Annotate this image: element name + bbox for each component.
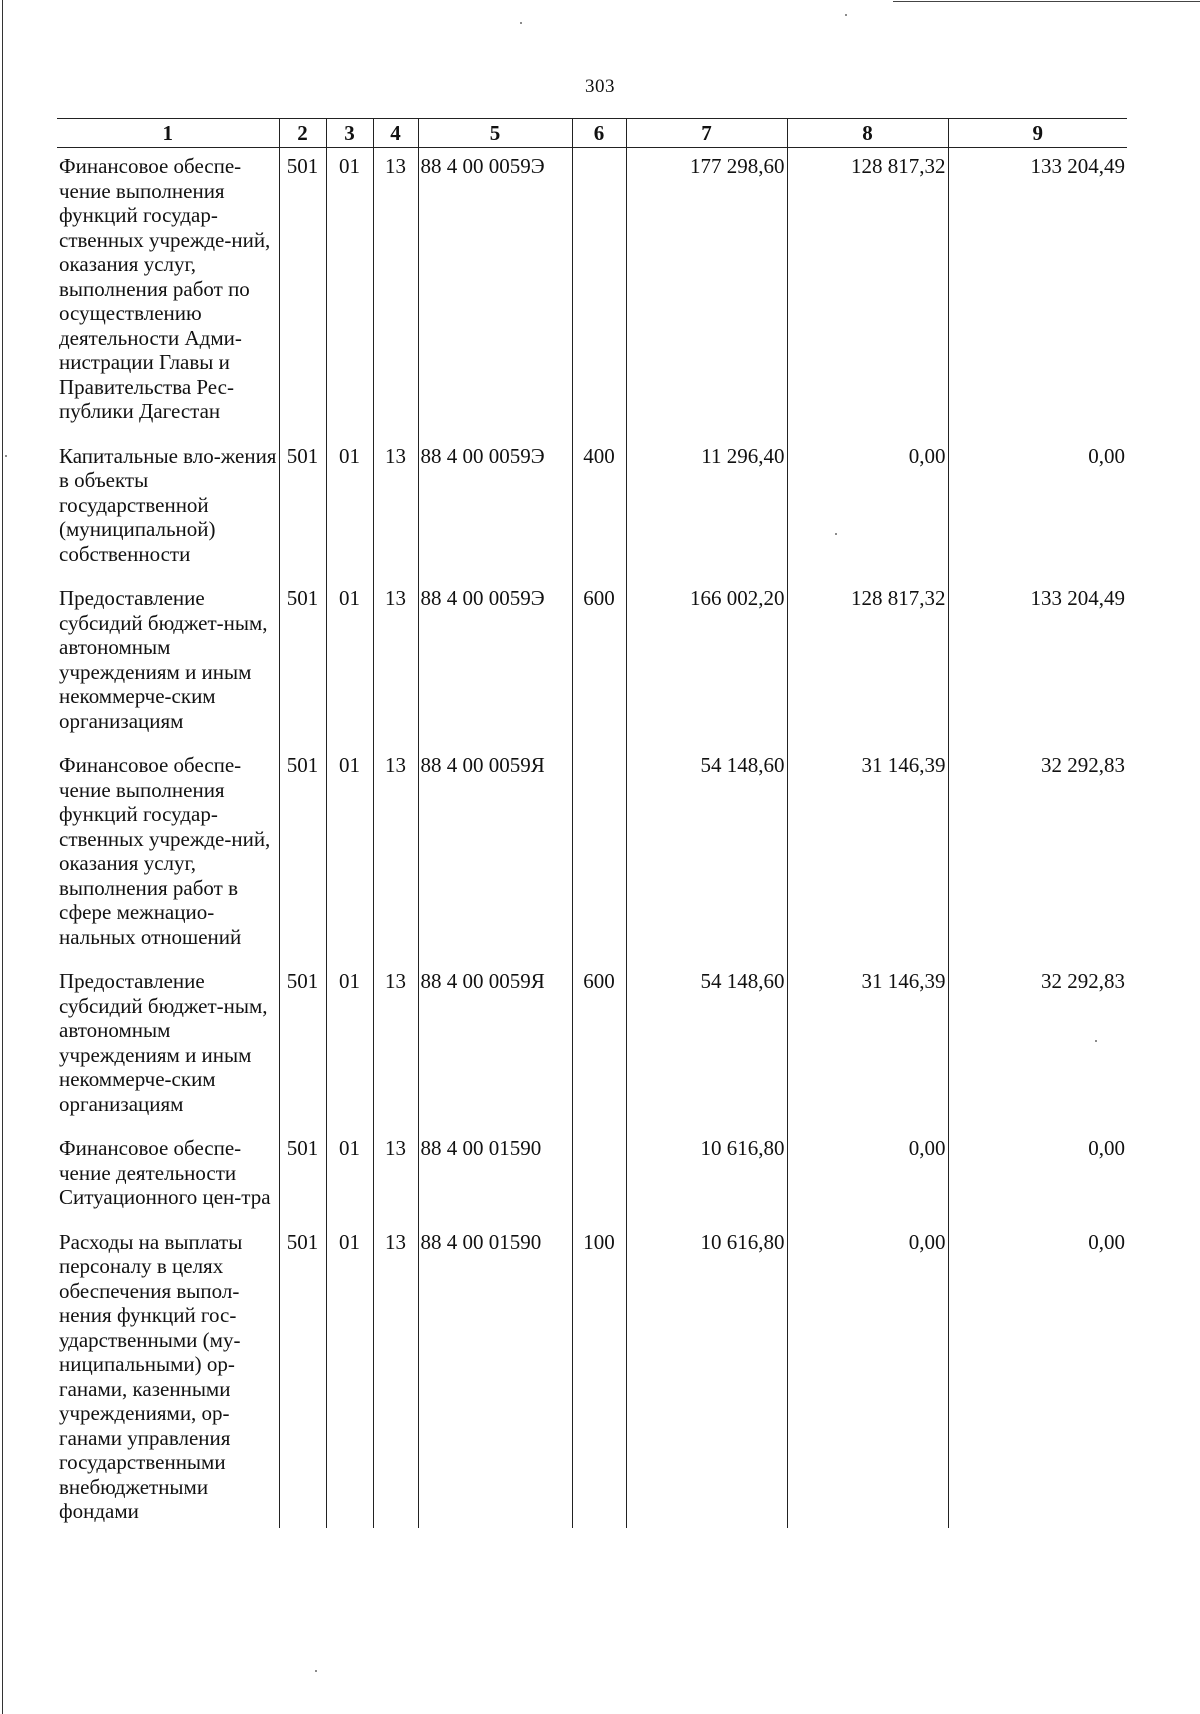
expense-type-cell	[572, 148, 626, 438]
amount-col9-cell: 32 292,83	[948, 963, 1127, 1130]
section-code-cell: 01	[326, 1224, 373, 1528]
amount-col7-cell: 11 296,40	[626, 438, 787, 581]
amount-col7-cell: 54 148,60	[626, 747, 787, 963]
subsection-code-cell: 13	[373, 438, 418, 581]
amount-col7-cell: 54 148,60	[626, 963, 787, 1130]
target-article-cell: 88 4 00 0059Я	[418, 963, 572, 1130]
section-code-cell: 01	[326, 1130, 373, 1224]
scan-edge-top	[893, 1, 1200, 2]
expense-name-cell: Финансовое обеспе-чение выполнения функций государ-ственных учрежде-ний, оказания услуг, выполнения работ по осуществлению деятельности Адми-нистрации Главы и Правительства Рес-публики Дагестан	[59, 154, 271, 423]
amount-col9-cell: 0,00	[948, 438, 1127, 581]
target-article-cell: 88 4 00 01590	[418, 1130, 572, 1224]
table-row	[57, 1224, 1127, 1528]
amount-col8-cell: 128 817,32	[787, 148, 948, 438]
amount-col7-cell: 10 616,80	[626, 1130, 787, 1224]
ministry-code-cell: 501	[279, 963, 326, 1130]
table-row	[57, 1130, 1127, 1224]
expense-type-cell: 600	[572, 580, 626, 747]
page-number: 303	[585, 76, 615, 97]
amount-col9-cell: 0,00	[948, 1224, 1127, 1528]
section-code-cell: 01	[326, 580, 373, 747]
scan-speck	[5, 455, 7, 457]
amount-col8-cell: 0,00	[787, 1130, 948, 1224]
target-article-cell: 88 4 00 01590	[418, 1224, 572, 1528]
scan-edge-left	[2, 0, 3, 1714]
target-article-cell: 88 4 00 0059Э	[418, 148, 572, 438]
section-code-cell: 01	[326, 148, 373, 438]
expense-name-cell: Предоставление субсидий бюджет-ным, автономным учреждениям и иным некоммерче-ским организациям	[59, 586, 268, 733]
column-header: 8	[787, 119, 948, 148]
amount-col7-cell: 10 616,80	[626, 1224, 787, 1528]
column-header: 5	[418, 119, 572, 148]
table-row	[57, 148, 1127, 438]
section-code-cell: 01	[326, 963, 373, 1130]
amount-col8-cell: 0,00	[787, 1224, 948, 1528]
column-header: 6	[572, 119, 626, 148]
amount-col7-cell: 177 298,60	[626, 148, 787, 438]
table-row	[57, 438, 1127, 581]
column-header: 3	[326, 119, 373, 148]
column-header: 4	[373, 119, 418, 148]
subsection-code-cell: 13	[373, 1224, 418, 1528]
expense-name-cell: Финансовое обеспе-чение выполнения функций государ-ственных учрежде-ний, оказания услуг, выполнения работ в сфере межнацио-нальных отношений	[59, 753, 271, 949]
target-article-cell: 88 4 00 0059Э	[418, 580, 572, 747]
subsection-code-cell: 13	[373, 148, 418, 438]
expense-type-cell: 600	[572, 963, 626, 1130]
amount-col8-cell: 31 146,39	[787, 963, 948, 1130]
table-row	[57, 580, 1127, 747]
subsection-code-cell: 13	[373, 1130, 418, 1224]
amount-col7-cell: 166 002,20	[626, 580, 787, 747]
expense-name-cell: Финансовое обеспе-чение деятельности Ситуационного цен-тра	[59, 1136, 271, 1209]
table-row	[57, 747, 1127, 963]
amount-col9-cell: 133 204,49	[948, 580, 1127, 747]
ministry-code-cell: 501	[279, 1224, 326, 1528]
expense-name-cell: Расходы на выплаты персоналу в целях обеспечения выпол-нения функций гос-ударственными (му-ниципальными) ор-ганами, казенными учреждениями, ор-ганами управления государственными внебюджетными фондами	[59, 1229, 243, 1523]
table-row	[57, 963, 1127, 1130]
column-header: 9	[948, 119, 1127, 148]
subsection-code-cell: 13	[373, 963, 418, 1130]
amount-col9-cell: 32 292,83	[948, 747, 1127, 963]
section-code-cell: 01	[326, 438, 373, 581]
ministry-code-cell: 501	[279, 438, 326, 581]
ministry-code-cell: 501	[279, 747, 326, 963]
expense-type-cell	[572, 1130, 626, 1224]
subsection-code-cell: 13	[373, 747, 418, 963]
expense-type-cell	[572, 747, 626, 963]
column-header: 2	[279, 119, 326, 148]
target-article-cell: 88 4 00 0059Э	[418, 438, 572, 581]
expense-name-cell: Капитальные вло-жения в объекты государственной (муниципальной) собственности	[59, 443, 277, 566]
column-header: 1	[57, 119, 279, 148]
expense-type-cell: 400	[572, 438, 626, 581]
expense-name-cell: Предоставление субсидий бюджет-ным, автономным учреждениям и иным некоммерче-ским организациям	[59, 969, 268, 1116]
amount-col8-cell: 0,00	[787, 438, 948, 581]
subsection-code-cell: 13	[373, 580, 418, 747]
column-header: 7	[626, 119, 787, 148]
scan-speck	[845, 14, 847, 16]
scan-speck	[520, 22, 522, 24]
amount-col8-cell: 31 146,39	[787, 747, 948, 963]
section-code-cell: 01	[326, 747, 373, 963]
amount-col9-cell: 133 204,49	[948, 148, 1127, 438]
budget-table	[57, 118, 1127, 1528]
table-header-row	[57, 119, 1127, 148]
ministry-code-cell: 501	[279, 580, 326, 747]
target-article-cell: 88 4 00 0059Я	[418, 747, 572, 963]
expense-type-cell: 100	[572, 1224, 626, 1528]
scan-speck	[315, 1670, 317, 1672]
amount-col9-cell: 0,00	[948, 1130, 1127, 1224]
amount-col8-cell: 128 817,32	[787, 580, 948, 747]
ministry-code-cell: 501	[279, 148, 326, 438]
ministry-code-cell: 501	[279, 1130, 326, 1224]
